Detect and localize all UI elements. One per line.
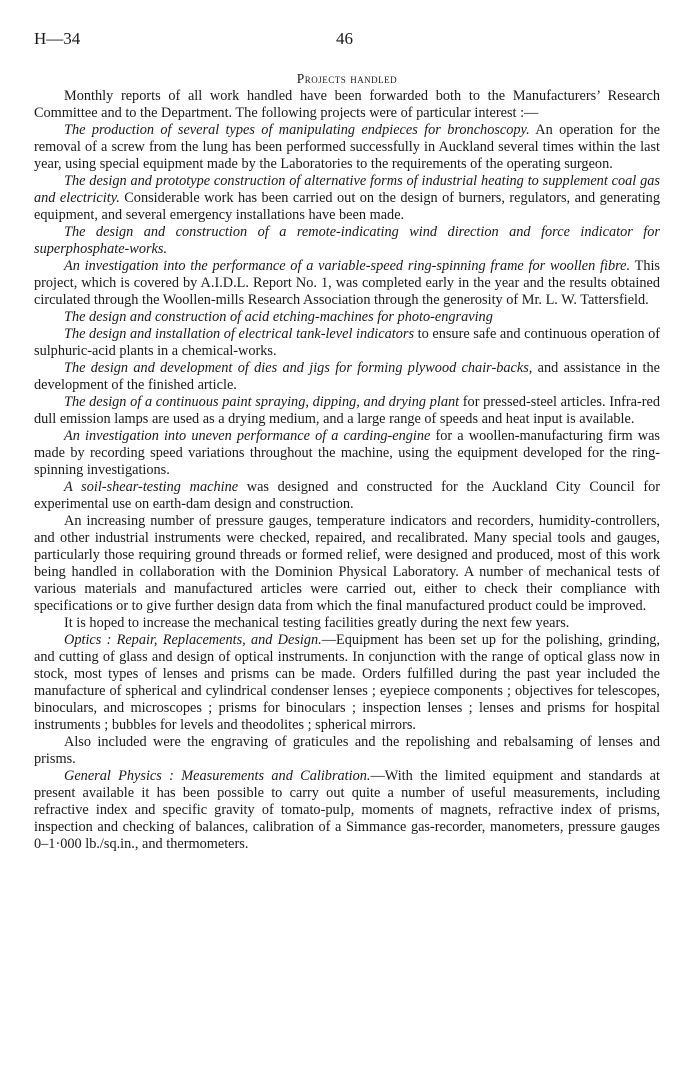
page-header xyxy=(34,30,660,50)
paragraph: Monthly reports of all work handled have been forwarded both to the Manufacturers’ Research Committee and to the Department. The following projects were of particular interest :— xyxy=(34,88,660,121)
document-page xyxy=(34,30,660,853)
paragraph: A soil-shear-testing machine was designed and constructed for the Auckland City Council for experimental use on earth-dam design and construction. xyxy=(34,479,660,512)
section-title: Projects handled xyxy=(296,71,398,86)
paragraph: An investigation into uneven performance of a carding-engine for a woollen-manufacturing firm was made by recording speed variations throughout the machine, using the equipment developed for the ring-spinning investigations. xyxy=(34,428,660,478)
paragraph: The design and development of dies and jigs for forming plywood chair-backs, and assistance in the development of the finished article. xyxy=(34,360,660,393)
paragraph: An investigation into the performance of a variable-speed ring-spinning frame for woollen fibre. This project, which is covered by A.I.D.L. Report No. 1, was completed early in the year and the results obtained circulated through the Woollen-mills Research Association through the generosity of Mr. L. W. Tattersfield. xyxy=(34,258,660,308)
paragraph: The design of a continuous paint spraying, dipping, and drying plant for pressed-steel articles. Infra-red dull emission lamps are used as a drying medium, and a large range of speeds and heat input is available. xyxy=(34,394,660,427)
page-number: 46 xyxy=(336,29,353,48)
body-text xyxy=(34,88,660,853)
paragraph: The production of several types of manipulating endpieces for bronchoscopy. An operation for the removal of a screw from the lung has been performed successfully in Auckland several times within the last year, using special equipment made by the Laboratories to the requirements of the operating surgeon. xyxy=(34,122,660,172)
paragraph: The design and construction of a remote-indicating wind direction and force indicator for superphosphate-works. xyxy=(34,224,660,257)
paragraph: Also included were the engraving of graticules and the repolishing and rebalsaming of lenses and prisms. xyxy=(34,734,660,767)
paragraph: It is hoped to increase the mechanical testing facilities greatly during the next few years. xyxy=(64,615,570,631)
page-id: H—34 xyxy=(34,29,81,48)
paragraph: The design and prototype construction of alternative forms of industrial heating to supplement coal gas and electricity. Considerable work has been carried out on the design of burners, regulators, and generating equipment, and several emergency installations have been made. xyxy=(34,173,660,223)
paragraph: General Physics : Measurements and Calibration.—With the limited equipment and standards at present available it has been possible to carry out quite a number of useful measurements, including refractive index and specific gravity of tomato-pulp, moments of magnets, refractive index of prisms, inspection and checking of balances, calibration of a Simmance gas-recorder, manometers, pressure gauges 0–1·000 lb./sq.in., and thermometers. xyxy=(34,768,660,852)
paragraph: The design and installation of electrical tank-level indicators to ensure safe and continuous operation of sulphuric-acid plants in a chemical-works. xyxy=(34,326,660,359)
paragraph: The design and construction of acid etching-machines for photo-engraving xyxy=(64,309,493,325)
paragraph: Optics : Repair, Replacements, and Design.—Equipment has been set up for the polishing, grinding, and cutting of glass and design of optical instruments. In conjunction with the range of optical glass now in stock, most types of lenses and prisms can be made. Orders fulfilled during the past year included the manufacture of spherical and cylindrical condenser lenses ; eyepiece components ; objectives for telescopes, binoculars, and microscopes ; prisms for binoculars ; inspection lenses ; lenses and prisms for hospital instruments ; bubbles for levels and theodolites ; spherical mirrors. xyxy=(34,632,660,733)
paragraph: An increasing number of pressure gauges, temperature indicators and recorders, humidity-controllers, and other industrial instruments were checked, repaired, and recalibrated. Many special tools and gauges, particularly those requiring ground threads or formed relief, were designed and produced, most of this work being handled in collaboration with the Dominion Physical Laboratory. A number of mechanical tests of various materials and manufactured articles were carried out, either to check their compliance with specifications or to give further design data from which the final manufactured product could be improved. xyxy=(34,513,660,614)
